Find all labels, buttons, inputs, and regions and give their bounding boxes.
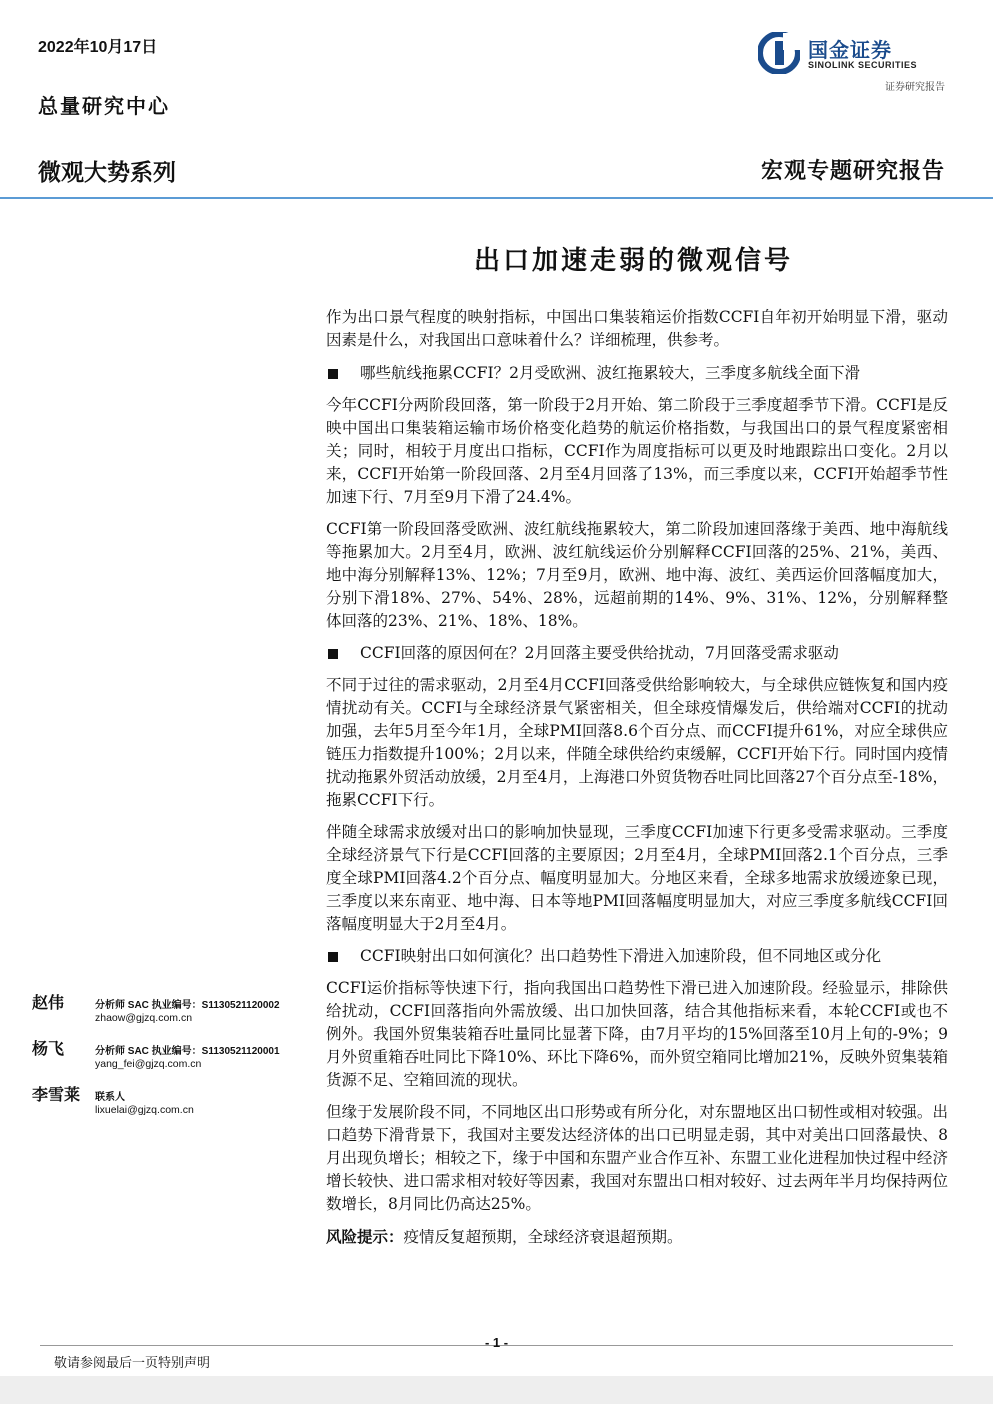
risk-text: 疫情反复超预期，全球经济衰退超预期。: [403, 1228, 683, 1246]
logo-text-en: SINOLINK SECURITIES: [808, 60, 918, 70]
section-heading: [326, 642, 948, 665]
page-number: - 1 -: [484, 1335, 509, 1350]
author-role: 分析师 SAC 执业编号：S1130521120001: [95, 1046, 280, 1057]
bullet-square-icon: [328, 952, 338, 962]
logo-subtitle: 证券研究报告: [885, 82, 945, 93]
author-entry: [32, 1082, 312, 1128]
section-heading-text: CCFI回落的原因何在？2月回落主要受供给扰动，7月回落受需求驱动: [360, 644, 839, 662]
body-paragraph: 伴随全球需求放缓对出口的影响加快显现，三季度CCFI加速下行更多受需求驱动。三季度全球经济景气下行是CCFI回落的主要原因；2月至4月，全球PMI回落2.1个百分点，三季度全球PMI回落4.2个百分点、幅度明显加大。分地区来看，全球多地需求放缓迹象已现，三季度以来东南亚、地中海、日本等地PMI回落幅度明显加大，对应三季度多航线CCFI回落幅度明显大于2月至4月。: [326, 823, 948, 933]
author-name: 赵伟: [32, 993, 65, 1012]
section-heading-text: CCFI映射出口如何演化？出口趋势性下滑进入加速阶段，但不同地区或分化: [360, 947, 882, 965]
author-entry: [32, 1036, 312, 1082]
main-content: [326, 306, 948, 1249]
department-name: 总量研究中心: [38, 94, 170, 118]
author-list: [32, 990, 312, 1128]
footer-disclaimer: 敬请参阅最后一页特别声明: [54, 1356, 211, 1371]
header-divider: [0, 197, 993, 199]
bullet-square-icon: [328, 649, 338, 659]
report-type: 宏观专题研究报告: [760, 158, 945, 184]
intro-paragraph: 作为出口景气程度的映射指标，中国出口集装箱运价指数CCFI自年初开始明显下滑，驱动因素是什么，对我国出口意味着什么？详细梳理，供参考。: [326, 308, 948, 349]
bullet-square-icon: [328, 369, 338, 379]
author-role: 分析师 SAC 执业编号：S1130521120002: [95, 1000, 280, 1011]
series-name: 微观大势系列: [38, 160, 176, 186]
body-paragraph: CCFI运价指标等快速下行，指向我国出口趋势性下滑已进入加速阶段。经验显示，排除供给扰动，CCFI回落指向外需放缓、出口加快回落，结合其他指标来看，本轮CCFI或也不例外。我国外贸集装箱吞吐量同比显著下降，由7月平均的15%回落至10月上旬的-9%；9月外贸重箱吞吐同比下降10%、环比下降6%，而外贸空箱同比增加21%，反映外贸集装箱货源不足、空箱回流的现状。: [326, 979, 948, 1089]
section-heading-text: 哪些航线拖累CCFI？2月受欧洲、波红拖累较大，三季度多航线全面下滑: [360, 364, 860, 382]
body-paragraph: 今年CCFI分两阶段回落，第一阶段于2月开始、第二阶段于三季度超季节下滑。CCFI是反映中国出口集装箱运输市场价格变化趋势的航运价格指数，与我国出口的景气程度紧密相关；同时，相较于月度出口指标，CCFI作为周度指标可以更及时地跟踪出口变化。2月以来，CCFI开始第一阶段回落、2月至4月回落了13%，而三季度以来，CCFI开始超季节性加速下行、7月至9月下滑了24.4%。: [326, 396, 948, 506]
sinolink-logo: [758, 32, 948, 76]
section-heading: [326, 945, 948, 968]
author-email[interactable]: lixuelai@gjzq.com.cn: [95, 1104, 194, 1116]
sinolink-logo-icon: [758, 32, 800, 74]
risk-label: 风险提示：: [326, 1227, 404, 1246]
body-paragraph: 不同于过往的需求驱动，2月至4月CCFI回落受供给影响较大，与全球供应链恢复和国内疫情扰动有关。CCFI与全球经济景气紧密相关，但全球疫情爆发后，供给端对CCFI的扰动加强，去年5月至今年1月，全球PMI回落8.6个百分点、而CCFI提升61%，对应全球供应链压力指数提升100%；2月以来，伴随全球供给约束缓解，CCFI开始下行。同时国内疫情扰动拖累外贸活动放缓，2月至4月，上海港口外贸货物吞吐同比回落27个百分点至-18%，拖累CCFI下行。: [326, 676, 948, 809]
author-email[interactable]: yang_fei@gjzq.com.cn: [95, 1058, 202, 1070]
footer-band: [0, 1376, 993, 1404]
author-role: 联系人: [95, 1092, 125, 1103]
logo-text-cn: 国金证券: [808, 38, 892, 62]
body-paragraph: CCFI第一阶段回落受欧洲、波红航线拖累较大，第二阶段加速回落缘于美西、地中海航线等拖累加大。2月至4月，欧洲、波红航线运价分别解释CCFI回落的25%、21%，美西、地中海分别解释13%、12%；7月至9月，欧洲、地中海、波红、美西运价回落幅度加大，分别下滑18%、27%、54%、28%，远超前期的14%、9%、31%、12%，分别解释整体回落的23%、21%、18%、18%。: [326, 520, 948, 630]
report-title: 出口加速走弱的微观信号: [473, 246, 793, 276]
section-heading: [326, 362, 948, 385]
body-paragraph: 但缘于发展阶段不同，不同地区出口形势或有所分化，对东盟地区出口韧性或相对较强。出口趋势下滑背景下，我国对主要发达经济体的出口已明显走弱，其中对美出口回落最快、8月出现负增长；相较之下，缘于中国和东盟产业合作互补、东盟工业化进程加快过程中经济增长较快、进口需求相对较好等因素，我国对东盟出口相对较好、过去两年半月均保持两位数增长，8月同比仍高达25%。: [326, 1103, 948, 1213]
author-name: 李雪莱: [32, 1085, 81, 1104]
author-email[interactable]: zhaow@gjzq.com.cn: [95, 1012, 193, 1024]
author-entry: [32, 990, 312, 1036]
author-name: 杨飞: [32, 1039, 65, 1058]
report-date: 2022年10月17日: [38, 39, 158, 56]
risk-warning: [326, 1225, 948, 1249]
